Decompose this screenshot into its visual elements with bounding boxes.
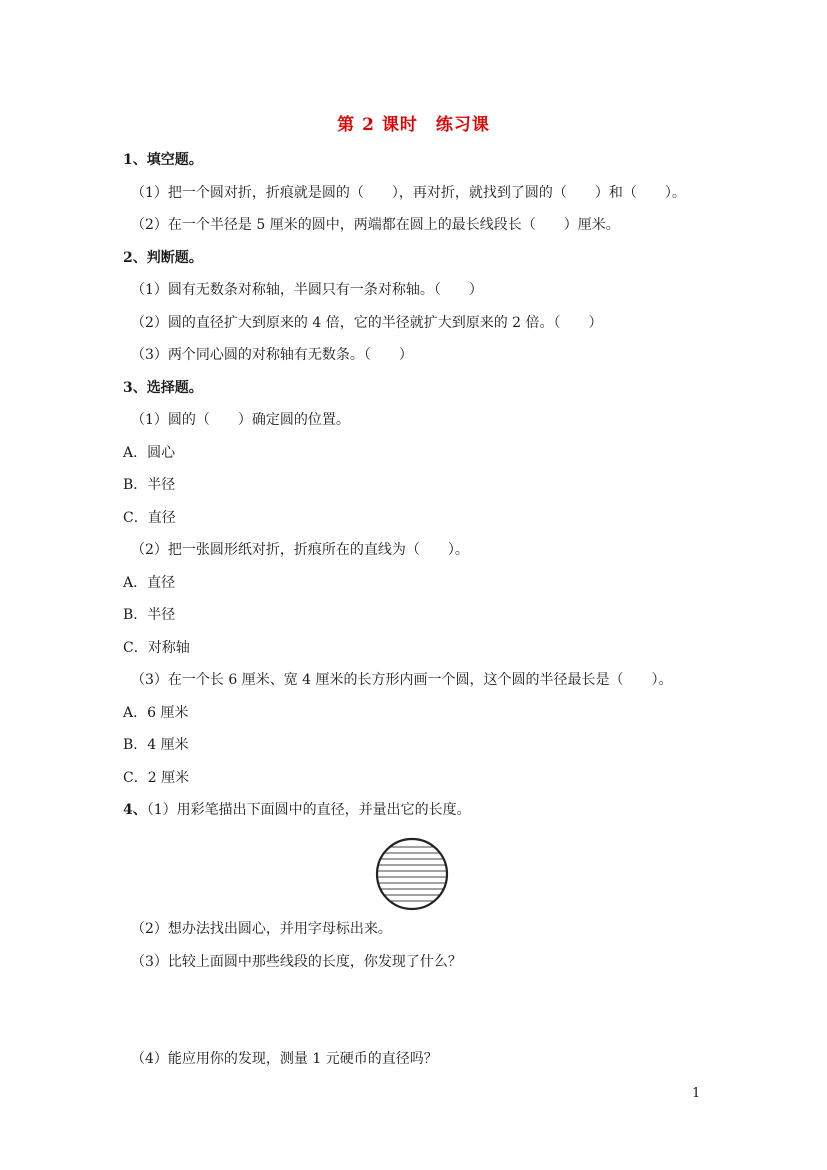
- q4-heading: [123, 800, 471, 820]
- page-title: 第 2 课时 练习课: [337, 115, 490, 135]
- q3-heading: 3、选择题。: [123, 380, 203, 396]
- q4-sub1: （1）用彩笔描出下面圆中的直径，并量出它的长度。: [146, 802, 471, 818]
- circle-outline: [377, 839, 447, 909]
- q3-sub1: （1）圆的（ ）确定圆的位置。: [131, 412, 350, 428]
- q3-sub2: （2）把一张圆形纸对折，折痕所在的直线为（ ）。: [131, 542, 469, 558]
- q3-sub1-option-a: A．圆心: [123, 445, 176, 461]
- q3-sub1-option-c: C．直径: [123, 510, 176, 526]
- q1-heading: 1、填空题。: [123, 152, 203, 168]
- q2-item-2: （2）圆的直径扩大到原来的 4 倍，它的半径就扩大到原来的 2 倍。（ ）: [131, 315, 603, 331]
- q2-heading: 2、判断题。: [123, 250, 203, 266]
- q4-sub4: （4）能应用你的发现，测量 1 元硬币的直径吗？: [131, 1051, 438, 1067]
- q2-item-3: （3）两个同心圆的对称轴有无数条。（ ）: [131, 347, 413, 363]
- q3-sub3-option-b: B．4 厘米: [123, 737, 189, 753]
- q3-sub3-option-c: C．2 厘米: [123, 770, 190, 786]
- q4-sub3: （3）比较上面圆中那些线段的长度，你发现了什么？: [131, 954, 462, 970]
- q3-sub3: （3）在一个长 6 厘米、宽 4 厘米的长方形内画一个圆，这个圆的半径最长是（ ）。: [131, 672, 673, 688]
- circle-with-chords-figure: [374, 836, 450, 912]
- q3-sub2-option-a: A．直径: [123, 575, 176, 591]
- q3-sub2-option-c: C．对称轴: [123, 640, 190, 656]
- q1-item-2: （2）在一个半径是 5 厘米的圆中，两端都在圆上的最长线段长（ ）厘米。: [131, 217, 620, 233]
- q4-sub2: （2）想办法找出圆心，并用字母标出来。: [131, 921, 392, 937]
- page-number: 1: [692, 1086, 701, 1101]
- q4-number: 4、: [123, 802, 147, 818]
- q2-item-1: （1）圆有无数条对称轴，半圆只有一条对称轴。（ ）: [131, 282, 483, 298]
- q3-sub1-option-b: B．半径: [123, 477, 176, 493]
- q3-sub3-option-a: A．6 厘米: [123, 705, 189, 721]
- q3-sub2-option-b: B．半径: [123, 607, 176, 623]
- q1-item-1: （1）把一个圆对折，折痕就是圆的（ ），再对折，就找到了圆的（ ）和（ ）。: [131, 185, 686, 201]
